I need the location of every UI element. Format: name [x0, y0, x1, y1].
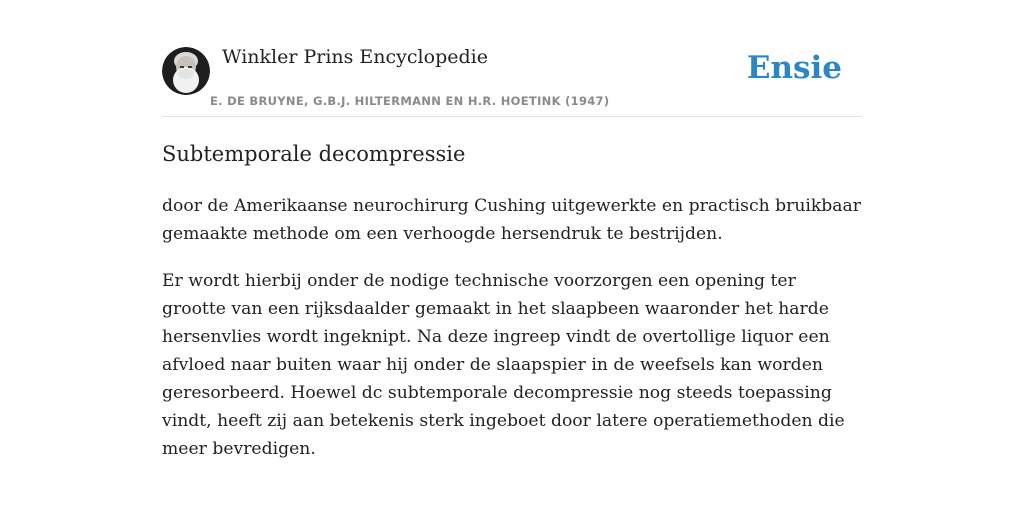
- source-authors: E. DE BRUYNE, G.B.J. HILTERMANN EN H.R. HOETINK (1947): [210, 94, 610, 108]
- source-title[interactable]: Winkler Prins Encyclopedie: [222, 46, 488, 68]
- author-avatar[interactable]: [162, 47, 210, 95]
- article-paragraph: door de Amerikaanse neurochirurg Cushing uitgewerkte en practisch bruikbaar gemaakte methode om een verhoogde hersendruk te bestrijden.: [162, 196, 862, 244]
- article-title: Subtemporale decompressie: [162, 142, 466, 166]
- ensie-logo-link[interactable]: Ensie: [746, 50, 842, 86]
- article-paragraph: Er wordt hierbij onder de nodige technische voorzorgen een opening ter grootte van een rijksdaalder gemaakt in het slaapbeen waaronder het harde hersenvlies wordt ingeknipt. Na deze ingreep vindt de overtollige liquor een afvloed naar buiten waar hij onder de slaapspier in de weefsels kan worden geresorbeerd. Hoewel dc subtemporale decompressie nog steeds toepassing vindt, heeft zij aan betekenis sterk ingeboet door latere operatiemethoden die meer bevredigen.: [162, 271, 845, 459]
- article: [162, 138, 862, 463]
- bearded-portrait-icon: [162, 47, 210, 95]
- source-header: [162, 44, 862, 117]
